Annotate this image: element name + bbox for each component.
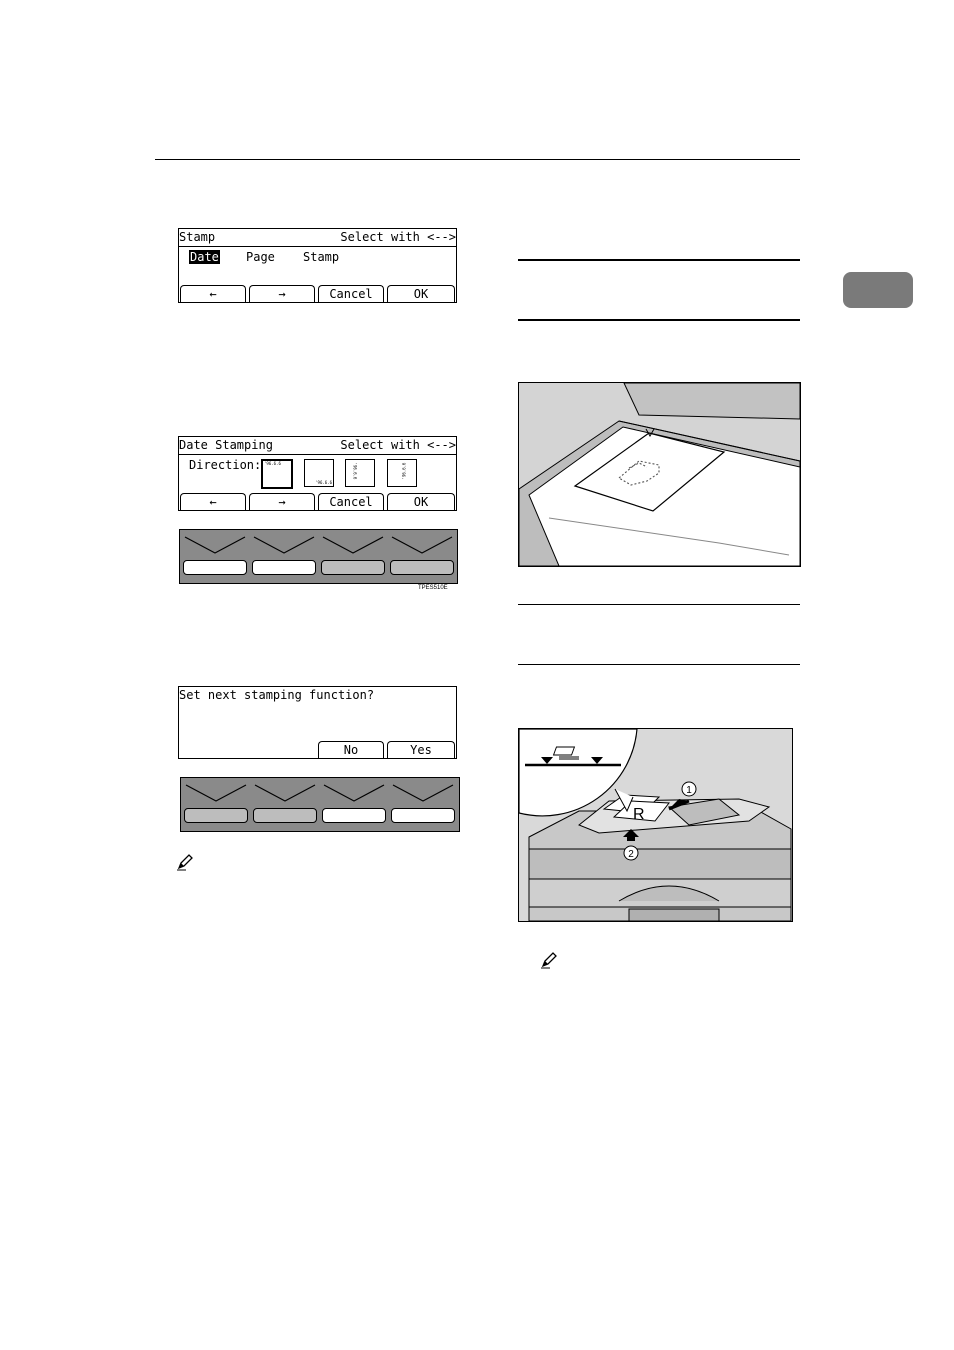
direction-rotated-right-icon[interactable]: '96.6.6 [387, 459, 417, 487]
pencil-note-icon [540, 951, 558, 969]
option-stamp[interactable]: Stamp [303, 250, 340, 264]
selection-key-2[interactable] [252, 535, 316, 575]
lcd-titlebar [179, 437, 456, 455]
selection-key-3[interactable] [321, 535, 385, 575]
selection-key-2[interactable] [253, 783, 317, 823]
lcd-hint: Select with <--> [340, 438, 456, 452]
marker-two: 2 [628, 849, 634, 860]
option-page[interactable]: Page [246, 250, 275, 264]
section-rule [518, 604, 800, 605]
ok-button[interactable]: OK [387, 493, 455, 510]
chevron-down-icon [390, 535, 454, 555]
confirm-message: Set next stamping function? [179, 688, 375, 702]
lcd-hint: Select with <--> [340, 230, 456, 244]
lcd-title: Date Stamping [179, 438, 273, 452]
chevron-down-icon [183, 535, 247, 555]
selection-key-4[interactable] [390, 535, 454, 575]
ok-button[interactable]: OK [387, 285, 455, 302]
pencil-note-icon [176, 853, 194, 871]
chevron-down-icon [253, 783, 317, 803]
original-letter: R [633, 806, 645, 823]
right-arrow-button[interactable]: → [249, 285, 315, 302]
selection-keys-strip [180, 777, 460, 832]
marker-one: 1 [686, 785, 692, 796]
header-rule [155, 159, 800, 160]
section-rule [518, 259, 800, 261]
document-feeder-illustration [518, 728, 793, 922]
section-rule [518, 664, 800, 665]
right-arrow-button[interactable]: → [249, 493, 315, 510]
chevron-down-icon [184, 783, 248, 803]
lcd-confirm-screen [178, 686, 457, 759]
option-date[interactable]: Date [190, 250, 219, 264]
selection-keys-strip [179, 529, 458, 584]
selection-key-1[interactable] [184, 783, 248, 823]
direction-label: Direction: [189, 458, 262, 472]
yes-button[interactable]: Yes [387, 741, 455, 758]
no-button[interactable]: No [318, 741, 384, 758]
selection-key-4[interactable] [391, 783, 455, 823]
cancel-button[interactable]: Cancel [318, 285, 384, 302]
chevron-down-icon [391, 783, 455, 803]
cancel-button[interactable]: Cancel [318, 493, 384, 510]
selection-key-3[interactable] [322, 783, 386, 823]
chevron-down-icon [322, 783, 386, 803]
chevron-down-icon [321, 535, 385, 555]
exposure-glass-illustration [518, 382, 801, 567]
lcd-date-stamping-screen [178, 436, 457, 511]
direction-rotated-left-icon[interactable]: '96.6.6 [345, 459, 375, 487]
lcd-titlebar [179, 229, 456, 247]
lcd-title: Stamp [179, 230, 216, 244]
direction-bottom-right-icon[interactable]: '96.6.6 [304, 459, 334, 487]
selection-key-1[interactable] [183, 535, 247, 575]
chevron-down-icon [252, 535, 316, 555]
chapter-tab [843, 272, 913, 308]
direction-top-left-icon[interactable]: '96.6.6 [261, 459, 293, 489]
left-arrow-button[interactable]: ← [180, 493, 246, 510]
figure-caption: TPES510E [418, 585, 448, 591]
lcd-stamp-screen [178, 228, 457, 303]
section-rule [518, 319, 800, 321]
left-arrow-button[interactable]: ← [180, 285, 246, 302]
